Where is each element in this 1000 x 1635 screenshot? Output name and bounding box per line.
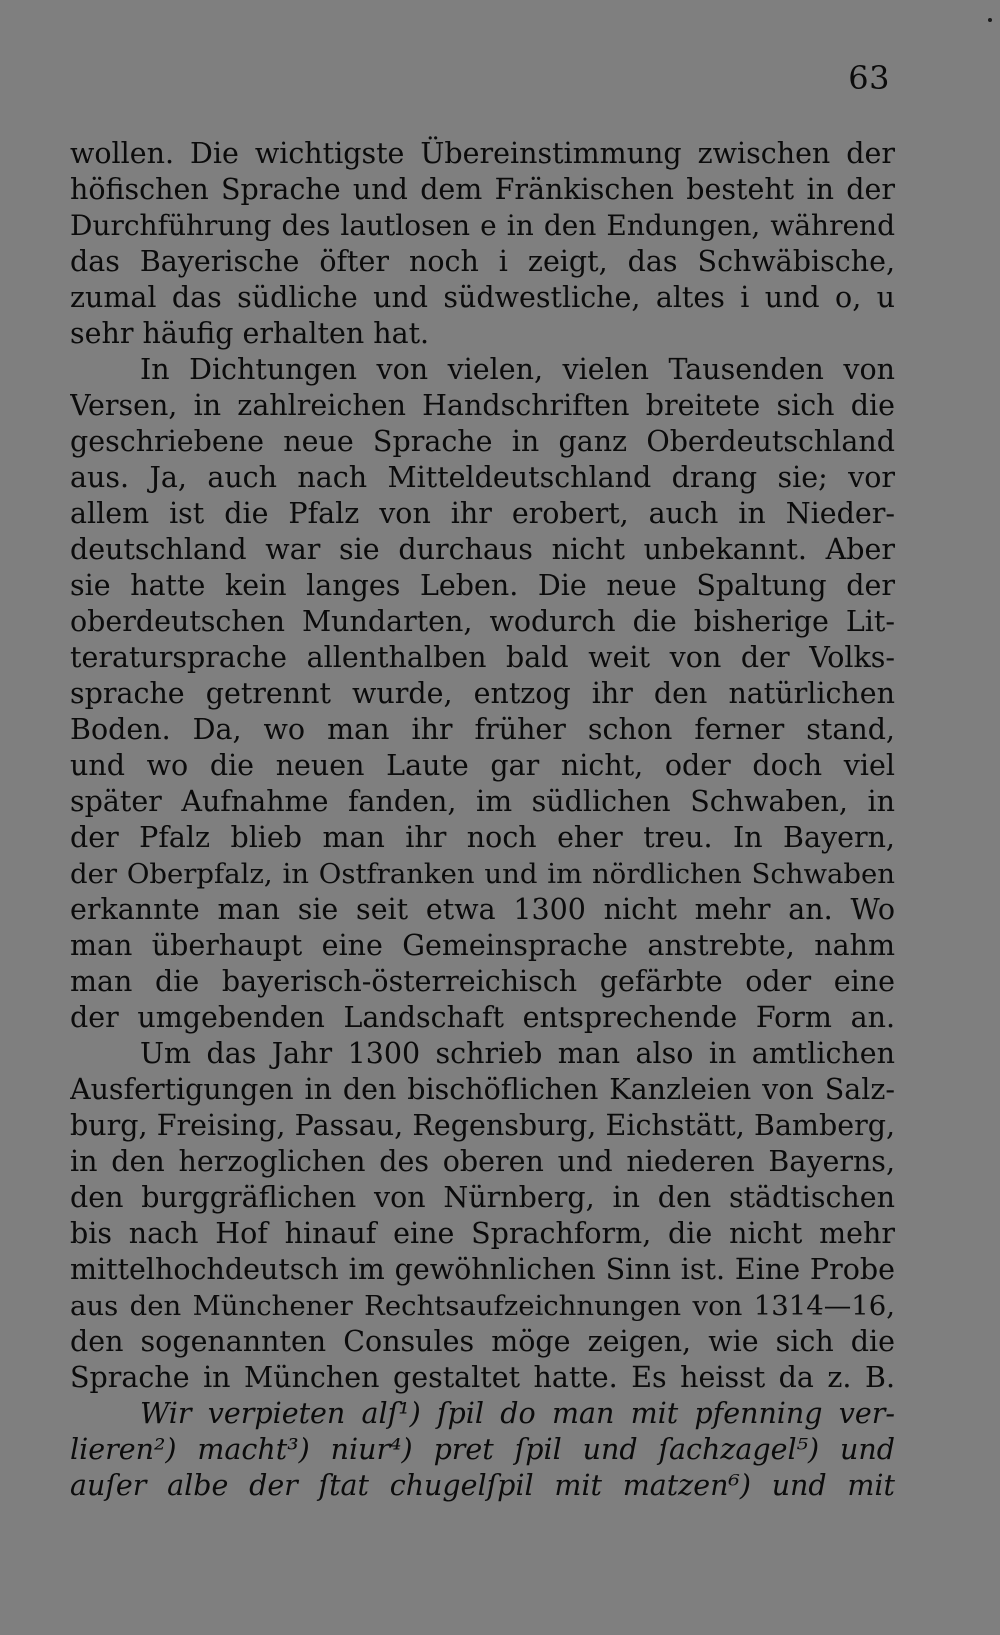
text-line: sprache getrennt wurde, entzog ihr den natürlichen [70,677,895,710]
text-line: sehr häufig erhalten hat. [70,317,430,350]
text-line: der umgebenden Landschaft entsprechende Form an. [70,1001,895,1034]
text-line: höfischen Sprache und dem Fränkischen besteht in der [70,173,895,206]
text-line: geschriebene neue Sprache in ganz Oberdeutschland [70,425,895,458]
text-line: den sogenannten Consules möge zeigen, wie sich die [70,1325,895,1358]
text-line: aus. Ja, auch nach Mitteldeutschland drang sie; vor [70,461,895,494]
text-line: bis nach Hof hinauf eine Sprachform, die nicht mehr [70,1217,895,1250]
text-line: Um das Jahr 1300 schrieb man also in amtlichen [140,1037,895,1070]
text-line: teratursprache allenthalben bald weit von der Volks- [70,641,895,674]
text-line: Durchführung des lautlosen e in den Endungen, während [70,209,895,242]
text-line: den burggräflichen von Nürnberg, in den städtischen [70,1181,895,1214]
text-line: Wir verpieten alſ¹) ſpil do man mit pfenning ver- [140,1397,895,1430]
text-line: mittelhochdeutsch im gewöhnlichen Sinn ist. Eine Probe [70,1253,895,1286]
text-line: der Pfalz blieb man ihr noch eher treu. In Bayern, [70,821,895,854]
text-line: allem ist die Pfalz von ihr erobert, auch in Nieder- [70,497,895,530]
text-line: in den herzoglichen des oberen und niederen Bayerns, [70,1145,895,1178]
text-line: später Aufnahme fanden, im südlichen Schwaben, in [70,785,895,818]
text-line: Versen, in zahlreichen Handschriften breitete sich die [70,389,895,422]
text-line: Boden. Da, wo man ihr früher schon ferner stand, [70,713,895,746]
text-line: wollen. Die wichtigste Übereinstimmung zwischen der [70,137,895,170]
text-line: Sprache in München gestaltet hatte. Es heisst da z. B. [70,1361,895,1394]
text-line: der Oberpfalz, in Ostfranken und im nördlichen Schwaben [70,858,895,890]
scan-speck [988,18,992,22]
text-line: burg, Freising, Passau, Regensburg, Eichstätt, Bamberg, [70,1109,895,1142]
text-line: deutschland war sie durchaus nicht unbekannt. Aber [70,533,895,566]
text-line: sie hatte kein langes Leben. Die neue Spaltung der [70,569,895,602]
page-number: 63 [848,59,890,97]
body-text [70,136,895,1504]
text-line: lieren²) macht³) niur⁴) pret ſpil und ſachzagel⁵) und [70,1433,895,1466]
text-line: erkannte man sie seit etwa 1300 nicht mehr an. Wo [70,893,895,926]
text-line: oberdeutschen Mundarten, wodurch die bisherige Lit- [70,605,895,638]
text-line: aus den Münchener Rechtsaufzeichnungen von 1314—16, [70,1290,895,1322]
text-line: zumal das südliche und südwestliche, altes i und o, u [70,281,895,314]
text-line: man die bayerisch-österreichisch gefärbte oder eine [70,965,895,998]
text-line: In Dichtungen von vielen, vielen Tausenden von [140,353,895,386]
text-line: man überhaupt eine Gemeinsprache anstrebte, nahm [70,929,895,962]
text-line: auſer albe der ſtat chugelſpil mit matzen⁶) und mit [70,1469,895,1502]
text-line: und wo die neuen Laute gar nicht, oder doch viel [70,749,895,782]
text-line: das Bayerische öfter noch i zeigt, das Schwäbische, [70,245,895,278]
text-line: Ausfertigungen in den bischöflichen Kanzleien von Salz- [70,1073,895,1106]
